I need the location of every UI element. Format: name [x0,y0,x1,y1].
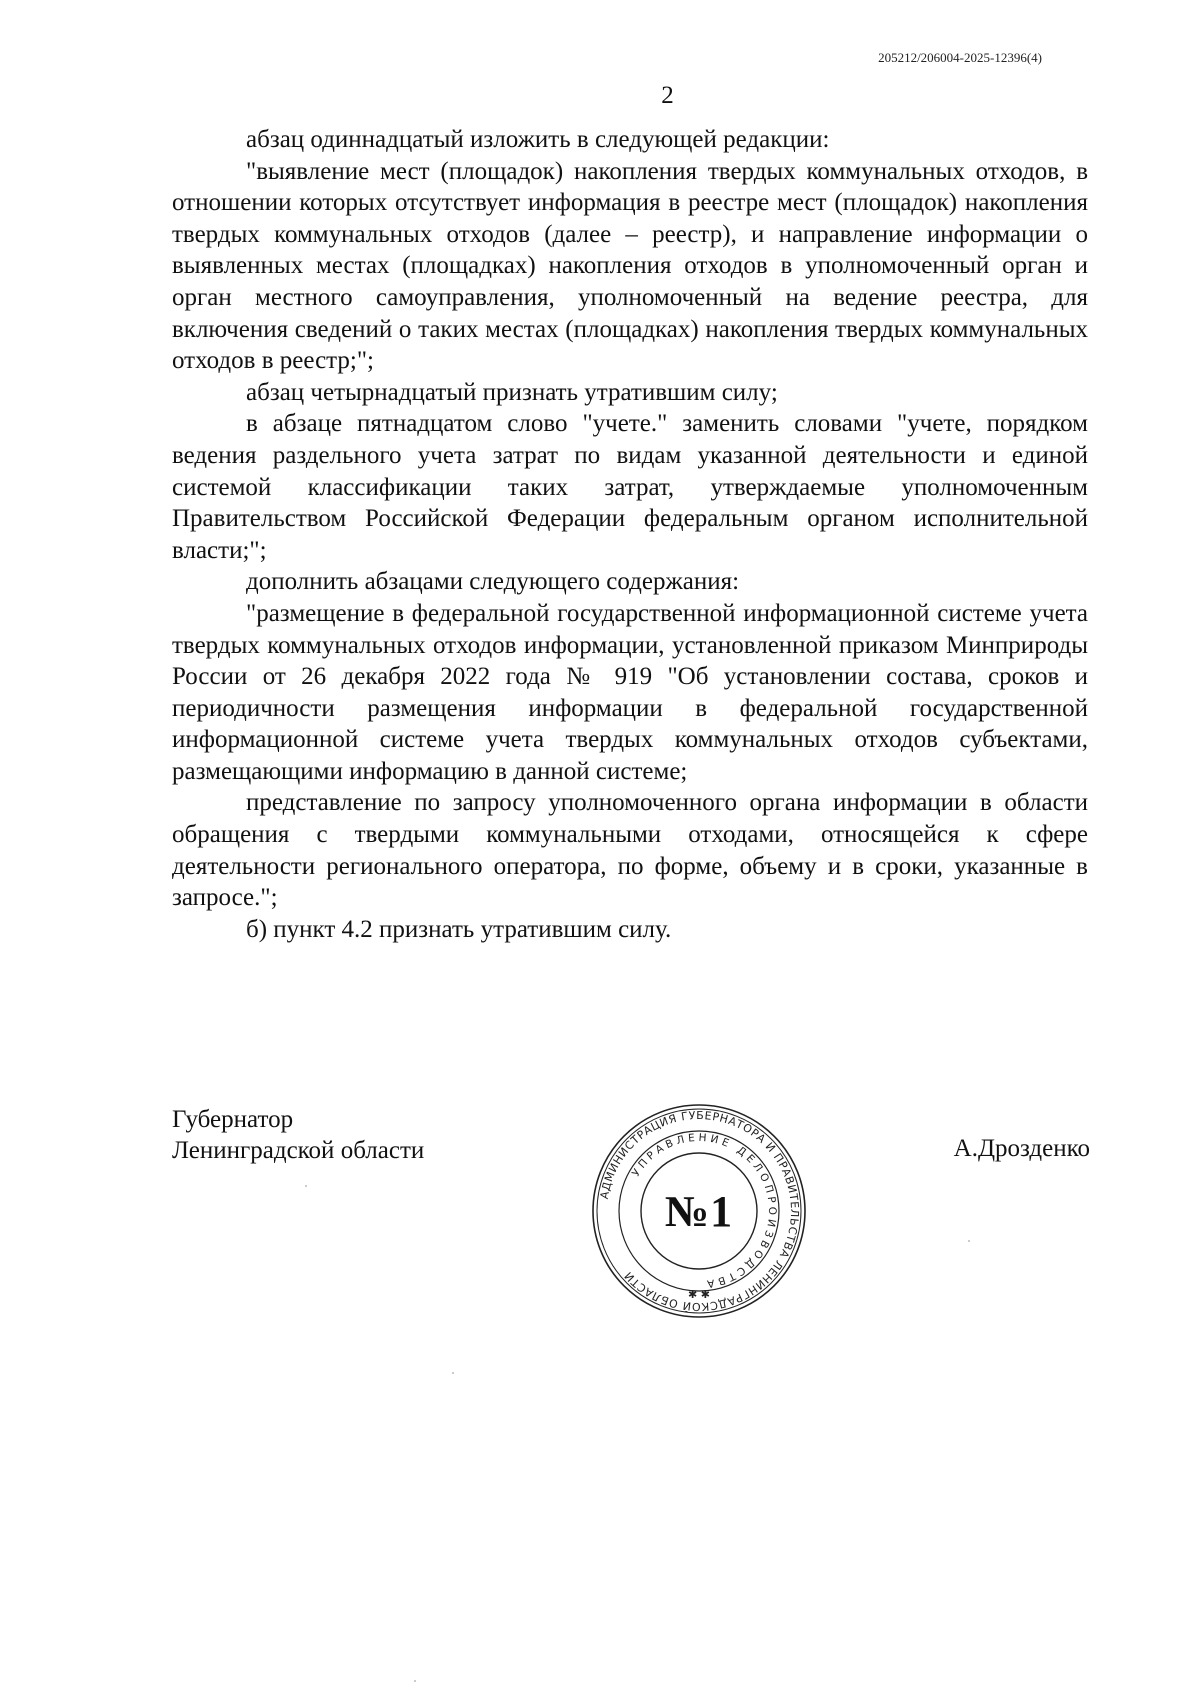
scan-speck [414,1680,416,1682]
signatory-name: А.Дрозденко [953,1135,1090,1162]
seal-center-number: №1 [664,1186,734,1236]
position-line: Губернатор [172,1106,294,1133]
paragraph: "размещение в федеральной государственной информационной системе учета твердых коммунальных отходов информации, установленной приказом Минприроды России от 26 декабря 2022 года № 919 "Об установлении состава, сроков и периодичности размещения информации в федеральной государственной информационной системе учета твердых коммунальных отходов субъектами, размещающими информацию в данной системе; [172,599,1088,785]
svg-text:✱ ✱: ✱ ✱ [688,1288,710,1301]
signatory-position [172,1104,424,1166]
paragraph: дополнить абзацами следующего содержания: [246,568,740,596]
scan-speck [305,1185,307,1187]
document-body [172,124,1088,945]
paragraph: "выявление мест (площадок) накопления твердых коммунальных отходов, в отношении которых отсутствует информация в реестре мест (площадок) накопления твердых коммунальных отходов (далее – реестр), и направление информации о выявленных местах (площадках) накопления отходов в уполномоченный орган и орган местного самоуправления, уполномоченный на ведение реестра, для включения сведений о таких местах (площадках) накопления твердых коммунальных отходов в реестр;"; [172,157,1088,375]
scan-speck [452,1372,454,1374]
seal-outer-text: АДМИНИСТРАЦИЯ ГУБЕРНАТОРА И ПРАВИТЕЛЬСТВА ЛЕНИНГРАДСКОЙ ОБЛАСТИ [597,1108,802,1314]
official-seal [590,1102,808,1320]
scan-speck [968,1240,970,1242]
paragraph: представление по запросу уполномоченного органа информации в области обращения с твердыми коммунальными отходами, относящейся к сфере деятельности регионального оператора, по форме, объему и в сроки, указанные в запросе."; [172,789,1088,912]
page-number: 2 [661,82,674,109]
seal-inner-text: УПРАВЛЕНИЕ ДЕЛОПРОИЗВОДСТВА [629,1131,779,1290]
paragraph: абзац одиннадцатый изложить в следующей редакции: [246,126,830,153]
paragraph: абзац четырнадцатый признать утратившим силу; [246,378,778,406]
position-line: Ленинградской области [172,1137,425,1164]
paragraph: в абзаце пятнадцатом слово "учете." заменить словами "учете, порядком ведения раздельного учета затрат по видам указанной деятельности и единой системой классификации таких затрат, утверждаемые уполномоченным Правительством Российской Федерации федеральным органом исполнительной власти;"; [172,410,1088,564]
paragraph: б) пункт 4.2 признать утратившим силу. [246,915,672,943]
registration-number: 205212/206004-2025-12396(4) [878,50,1042,65]
